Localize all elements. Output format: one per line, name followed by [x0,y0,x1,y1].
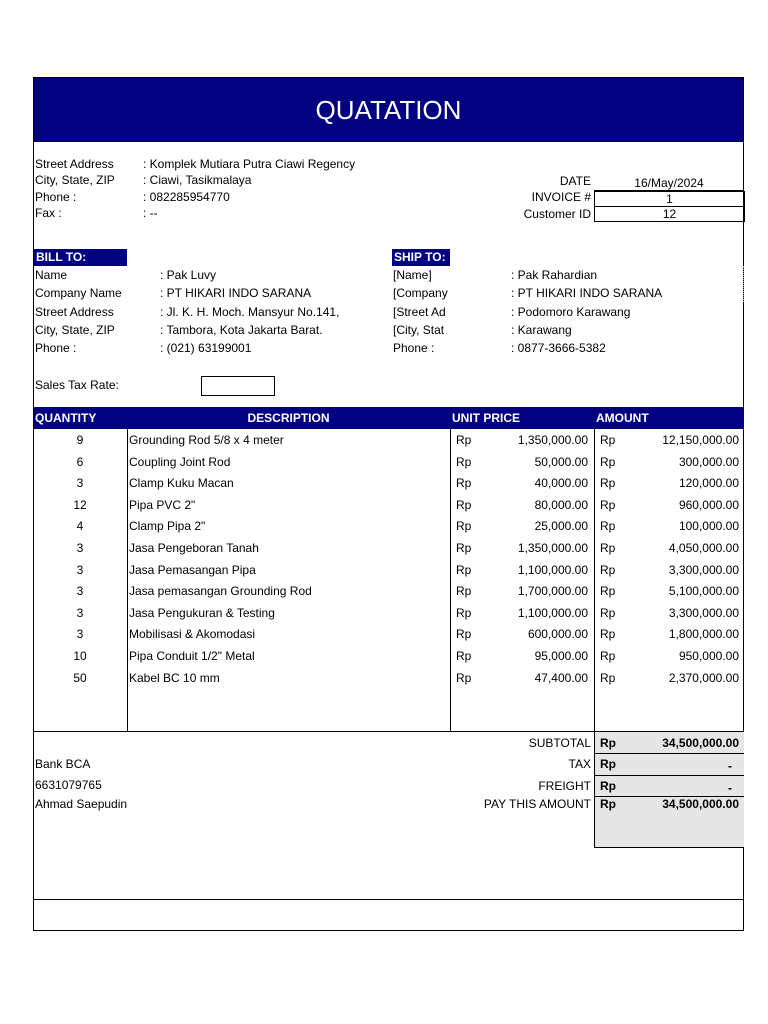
item-description: Jasa Pemasangan Pipa [129,562,256,577]
grid-line [594,775,744,776]
item-amount: 960,000.00 [678,497,739,512]
unit-price-currency: Rp [456,433,472,447]
amount-currency: Rp [600,454,616,469]
item-description: Jasa Pengukuran & Testing [129,605,275,620]
item-quantity: 4 [76,519,84,534]
bill-to-value: : Pak Luvy [160,268,217,282]
item-quantity: 3 [76,541,84,555]
item-unit-price: 50,000.00 [534,454,588,469]
unit-price-currency: Rp [456,454,472,469]
invoice-number-field[interactable]: 1 [594,191,745,207]
item-amount: 2,370,000.00 [668,670,739,685]
bill-to-value: : (021) 63199001 [160,341,252,356]
amount-currency: Rp [600,541,616,555]
pay-this-amount-label: PAY THIS AMOUNT [483,797,591,811]
company-field-label: City, State, ZIP [35,173,115,188]
item-description: Grounding Rod 5/8 x 4 meter [129,433,284,447]
table-row [34,668,744,690]
item-quantity: 3 [76,584,84,599]
item-quantity: 10 [73,649,87,663]
ship-to-label: [Company [393,286,448,301]
col-unit-price: UNIT PRICE [452,411,521,425]
item-unit-price: 1,700,000.00 [517,584,588,599]
amount-currency: Rp [600,584,616,599]
company-field-value: : -- [143,205,158,220]
company-field-value: : Komplek Mutiara Putra Ciawi Regency [143,157,356,171]
unit-price-currency: Rp [456,562,472,577]
company-field-label: Phone : [35,189,77,204]
amount-currency: Rp [600,433,616,447]
amount-currency: Rp [600,605,616,620]
freight-value: - [728,781,732,795]
item-quantity: 3 [76,476,84,491]
item-unit-price: 80,000.00 [534,497,588,512]
item-description: Pipa PVC 2" [129,497,196,512]
item-amount: 3,300,000.00 [668,605,739,620]
ship-to-divider [743,266,744,302]
item-amount: 5,100,000.00 [668,584,739,599]
pay-currency: Rp [600,797,616,811]
item-unit-price: 47,400.00 [534,670,588,685]
item-unit-price: 1,350,000.00 [517,541,588,555]
amount-currency: Rp [600,497,616,512]
tax-label: TAX [568,757,591,771]
table-row [34,646,744,668]
sales-tax-label: Sales Tax Rate: [35,378,119,392]
unit-price-currency: Rp [456,519,472,534]
item-description: Clamp Pipa 2" [129,519,206,534]
table-row [34,516,744,538]
table-row [34,603,744,625]
item-amount: 1,800,000.00 [668,627,739,642]
table-row [34,624,744,646]
ship-to-value: : Pak Rahardian [511,268,598,282]
subtotal-currency: Rp [600,736,616,750]
item-quantity: 3 [76,627,84,642]
unit-price-currency: Rp [456,476,472,491]
item-unit-price: 1,100,000.00 [517,605,588,620]
table-row [34,495,744,517]
bill-to-value: : PT HIKARI INDO SARANA [160,286,312,301]
bank-holder: Ahmad Saepudin [35,797,128,811]
item-unit-price: 600,000.00 [527,627,588,642]
item-description: Pipa Conduit 1/2" Metal [129,649,255,663]
tax-value: - [728,759,732,773]
amount-currency: Rp [600,519,616,534]
amount-currency: Rp [600,649,616,663]
item-unit-price: 1,350,000.00 [517,433,588,447]
bill-to-value: : Tambora, Kota Jakarta Barat. [160,322,323,337]
unit-price-currency: Rp [456,627,472,642]
ship-to-heading: SHIP TO: [392,249,450,266]
item-amount: 100,000.00 [678,519,739,534]
col-quantity: QUANTITY [35,411,97,425]
item-description: Jasa pemasangan Grounding Rod [129,584,312,599]
ship-to-label: [Street Ad [393,304,446,319]
grid-line [594,847,744,848]
item-amount: 4,050,000.00 [668,541,739,555]
item-amount: 12,150,000.00 [662,433,739,447]
company-field-value: : Ciawi, Tasikmalaya [143,173,252,188]
company-field-value: : 082285954770 [143,189,230,204]
table-row [34,473,744,495]
item-description: Jasa Pengeboran Tanah [129,541,259,555]
subtotal-value: 34,500,000.00 [662,736,739,750]
item-description: Clamp Kuku Macan [129,476,234,491]
item-unit-price: 1,100,000.00 [517,562,588,577]
unit-price-currency: Rp [456,605,472,620]
unit-price-currency: Rp [456,584,472,599]
ship-to-label: Phone : [393,341,435,356]
item-description: Coupling Joint Rod [129,454,231,469]
bill-to-label: Phone : [35,341,77,356]
footer-divider [34,899,744,900]
customer-id-label: Customer ID [523,207,591,221]
freight-currency: Rp [600,779,616,793]
table-row [34,560,744,582]
unit-price-currency: Rp [456,497,472,512]
item-quantity: 3 [76,562,84,577]
item-unit-price: 95,000.00 [534,649,588,663]
item-quantity: 6 [76,454,84,469]
ship-to-value: : PT HIKARI INDO SARANA [511,286,663,301]
table-row [34,581,744,603]
ship-to-label: [Name] [393,268,432,282]
subtotal-label: SUBTOTAL [528,736,591,750]
company-field-label: Street Address [35,157,114,171]
grid-line [594,753,744,754]
bill-to-label: Company Name [35,286,122,301]
company-field-label: Fax : [35,205,62,220]
amount-currency: Rp [600,670,616,685]
item-amount: 120,000.00 [678,476,739,491]
customer-id-field[interactable]: 12 [594,206,745,222]
invoice-label: INVOICE # [531,190,591,204]
freight-label: FREIGHT [538,779,591,793]
item-unit-price: 40,000.00 [534,476,588,491]
item-quantity: 50 [73,670,87,685]
ship-to-value: : Podomoro Karawang [511,304,631,319]
amount-currency: Rp [600,476,616,491]
bill-to-heading: BILL TO: [34,249,127,266]
item-quantity: 3 [76,605,84,620]
bill-to-label: City, State, ZIP [35,322,115,337]
table-row [34,452,744,474]
date-value[interactable]: 16/May/2024 [594,176,744,191]
table-row [34,430,744,452]
col-description: DESCRIPTION [247,411,330,425]
bill-to-value: : Jl. K. H. Moch. Mansyur No.141, [160,304,340,319]
item-description: Mobilisasi & Akomodasi [129,627,256,642]
unit-price-currency: Rp [456,649,472,663]
bank-account: 6631079765 [35,778,102,792]
amount-currency: Rp [600,627,616,642]
bank-name: Bank BCA [35,757,91,771]
pay-this-amount-value: 34,500,000.00 [662,797,739,811]
ship-to-label: [City, Stat [393,322,445,337]
ship-to-value: : 0877-3666-5382 [511,341,606,356]
item-quantity: 12 [73,497,87,512]
table-row [34,538,744,560]
bill-to-label: Name [35,268,68,282]
item-amount: 300,000.00 [678,454,739,469]
item-quantity: 9 [76,433,84,447]
page-title: QUATATION [34,78,743,142]
col-amount: AMOUNT [596,411,649,425]
amount-currency: Rp [600,562,616,577]
date-label: DATE [559,174,591,188]
item-unit-price: 25,000.00 [534,519,588,534]
bill-to-label: Street Address [35,304,114,319]
item-amount: 950,000.00 [678,649,739,663]
tax-currency: Rp [600,757,616,771]
sales-tax-input[interactable] [201,376,275,396]
ship-to-value: : Karawang [511,322,572,337]
item-amount: 3,300,000.00 [668,562,739,577]
item-description: Kabel BC 10 mm [129,670,220,685]
unit-price-currency: Rp [456,670,472,685]
table-header [34,407,744,429]
unit-price-currency: Rp [456,541,472,555]
